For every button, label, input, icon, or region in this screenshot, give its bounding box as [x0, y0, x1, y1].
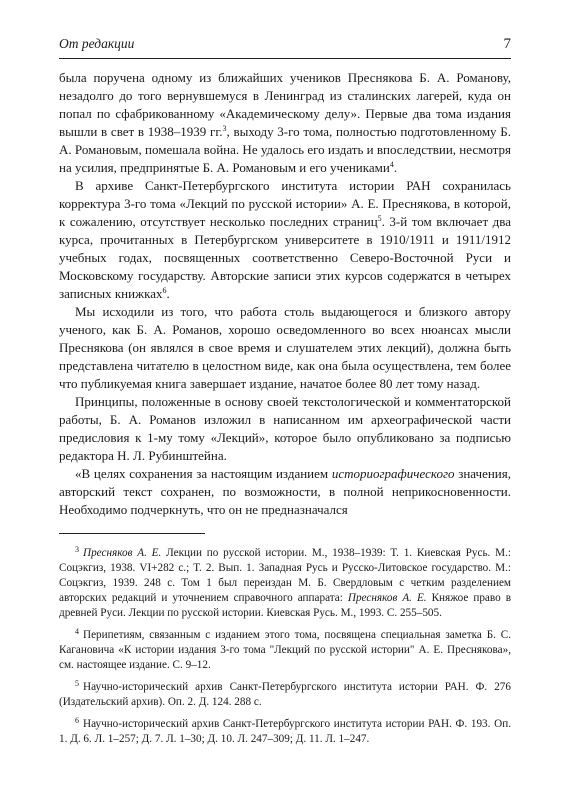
footnote-3: $^3$ Пресняков А. Е. Лекции по русской истории. М., 1938–1939: Т. 1. Киевская Русь. М.: Соцэкгиз, 1938. VI+282 с.; Т. 2. Вып. 1. Западная Русь и Русско-Литовское государство. М.: Соцэкгиз, 1939. 248 с. Том 1 был переиздан М. Б. Свердловым с четким разделением авторских редакций и уточнением справочного аппарата: Пресняков А. Е. Княжое право в древней Руси. Лекции по русской истории. Киевская Русь. М., 1993. С. 255–505. [59, 545, 511, 619]
book-page [59, 36, 511, 747]
paragraph-4: Принципы, положенные в основу своей текстологической и комментаторской работы, Б. А. Романов изложил в написанном им археографической части предисловия к 1-му тому «Лекций», которое было опубликовано за подписью редактора Н. Л. Рубинштейна. [59, 394, 511, 463]
footnote-6: $^6$ Научно-исторический архив Санкт-Петербургского института истории РАН. Ф. 193. Оп. 1. Д. 6. Л. 1–257; Д. 7. Л. 1–30; Д. 10. Л. 247–309; Д. 11. Л. 1–247. [59, 716, 511, 745]
footnote-rule [59, 533, 205, 534]
paragraph-2: В архиве Санкт-Петербургского института истории РАН сохранилась корректура 3-го тома «Лекций по русской истории» А. Е. Преснякова, в которой, к сожалению, отсутствует несколько последних страниц$^5$. 3-й том включает два курса, прочитанных в Петербургском университете в 1910/1911 и 1911/1912 учебных годах, посвященных соответственно Северо-Восточной Руси и Московскому государству. Авторские записи этих курсов содержатся в четырех записных книжках$^6$. [59, 178, 511, 301]
running-head [59, 36, 511, 58]
footnote-ref-5[interactable]: 5 [377, 214, 382, 223]
paragraph-3: Мы исходили из того, что работа столь выдающегося и близкого автору ученого, как Б. А. Романов, хорошо осведомленного во всех нюансах мысли Преснякова (он являлся в свое время и слушателем этих лекций), должна быть представлена читателю в целостном виде, как она была осуществлена, тем более что публикуемая книга завершает издание, начатое более 80 лет тому назад. [59, 304, 511, 391]
page-number: 7 [503, 36, 511, 52]
footnote-ref-3[interactable]: 3 [222, 124, 227, 133]
footnote-ref-4[interactable]: 4 [389, 160, 394, 169]
header-rule [59, 58, 511, 59]
paragraph-1: была поручена одному из ближайших учеников Преснякова Б. А. Романову, незадолго до того вернувшемуся в Ленинград из сталинских лагерей, куда он попал по сфабрикованному «Академическому делу». Первые два тома издания вышли в свет в 1938–1939 гг.$^3$, выходу 3-го тома, полностью подготовленному Б. А. Романовым, помешала война. Не удалось его издать и впоследствии, несмотря на усилия, предпринятые Б. А. Романовым и его учениками$^4$. [59, 70, 511, 175]
main-text [59, 69, 511, 519]
paragraph-5: «В целях сохранения за настоящим изданием историографического значения, авторский текст сохранен, по возможности, в полной неприкосновенности. Необходимо подчеркнуть, что он не предназначался [59, 466, 511, 517]
footnote-5: $^5$ Научно-исторический архив Санкт-Петербургского института истории РАН. Ф. 276 (Издательский архив). Оп. 2. Д. 124. 288 с. [59, 679, 511, 708]
footnote-4: $^4$ Перипетиям, связанным с изданием этого тома, посвящена специальная заметка Б. С. Кагановича «К истории издания 3-го тома "Лекций по русской истории" А. Е. Преснякова», см. настоящее издание. С. 9–12. [59, 627, 511, 671]
footnotes [59, 542, 511, 747]
footnote-ref-6[interactable]: 6 [162, 286, 167, 295]
section-title: От редакции [59, 36, 135, 51]
